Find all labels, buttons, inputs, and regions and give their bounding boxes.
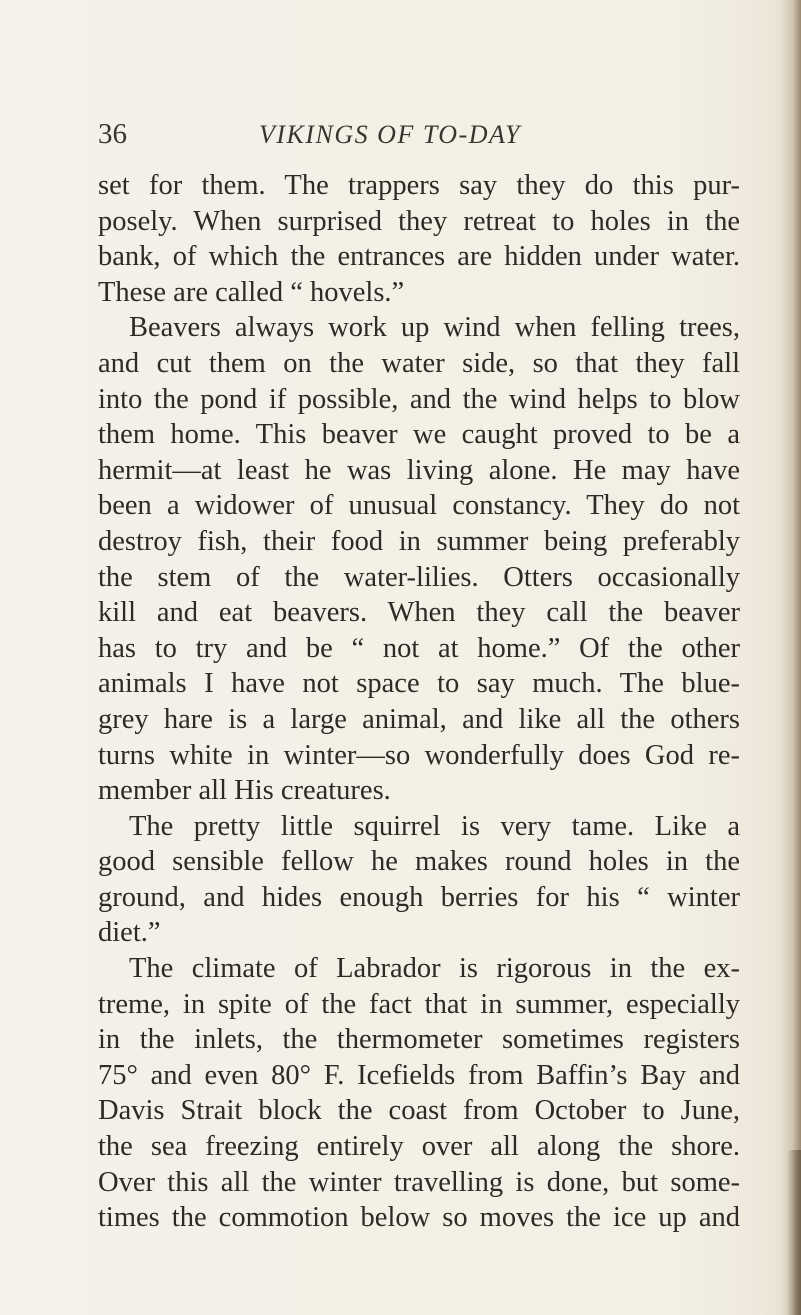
text-line: them home. This beaver we caught proved to be a (98, 419, 740, 451)
text-line: 75° and even 80° F. Icefields from Baffin’s Bay and (98, 1059, 740, 1091)
text-line: hermit—at least he was living alone. He may have (98, 454, 740, 486)
text-line: good sensible fellow he makes round holes in the (98, 846, 740, 878)
text-line: kill and eat beavers. When they call the beaver (98, 597, 740, 629)
text-line: The climate of Labrador is rigorous in the ex- (129, 953, 740, 985)
text-line: been a widower of unusual constancy. They do not (98, 490, 740, 522)
text-line: grey hare is a large animal, and like all the others (98, 703, 740, 735)
text-line: member all His creatures. (98, 775, 391, 807)
page-number: 36 (98, 118, 127, 150)
page-edge-shadow-lower (787, 1150, 801, 1315)
text-line: Beavers always work up wind when felling trees, (129, 312, 740, 344)
text-line: into the pond if possible, and the wind helps to blow (98, 383, 740, 415)
text-line: the sea freezing entirely over all along the shore. (98, 1131, 740, 1163)
text-line: animals I have not space to say much. The blue- (98, 668, 740, 700)
text-line: in the inlets, the thermometer sometimes registers (98, 1024, 740, 1056)
text-line: the stem of the water-lilies. Otters occasionally (98, 561, 740, 593)
text-line: These are called “ hovels.” (98, 276, 405, 308)
text-line: ground, and hides enough berries for his “ winter (98, 881, 740, 913)
text-line: and cut them on the water side, so that they fall (98, 347, 740, 379)
text-line: Davis Strait block the coast from October to June, (98, 1095, 740, 1127)
body-text (98, 168, 740, 1236)
text-line: set for them. The trappers say they do this pur- (98, 170, 740, 201)
running-head (98, 118, 758, 158)
book-title: VIKINGS OF TO-DAY (259, 120, 521, 149)
text-line: diet.” (98, 917, 161, 949)
text-line: has to try and be “ not at home.” Of the other (98, 632, 740, 664)
text-line: bank, of which the entrances are hidden under water. (98, 241, 740, 273)
text-line: turns white in winter—so wonderfully does God re- (98, 739, 740, 771)
text-line: The pretty little squirrel is very tame. Like a (129, 810, 740, 842)
text-line: posely. When surprised they retreat to holes in the (98, 205, 740, 237)
page-edge-shadow (779, 0, 801, 1315)
text-line: Over this all the winter travelling is done, but some- (98, 1166, 740, 1198)
text-line: destroy fish, their food in summer being preferably (98, 525, 740, 557)
text-line: treme, in spite of the fact that in summer, especially (98, 988, 740, 1020)
text-line: times the commotion below so moves the ice up and (98, 1202, 740, 1234)
